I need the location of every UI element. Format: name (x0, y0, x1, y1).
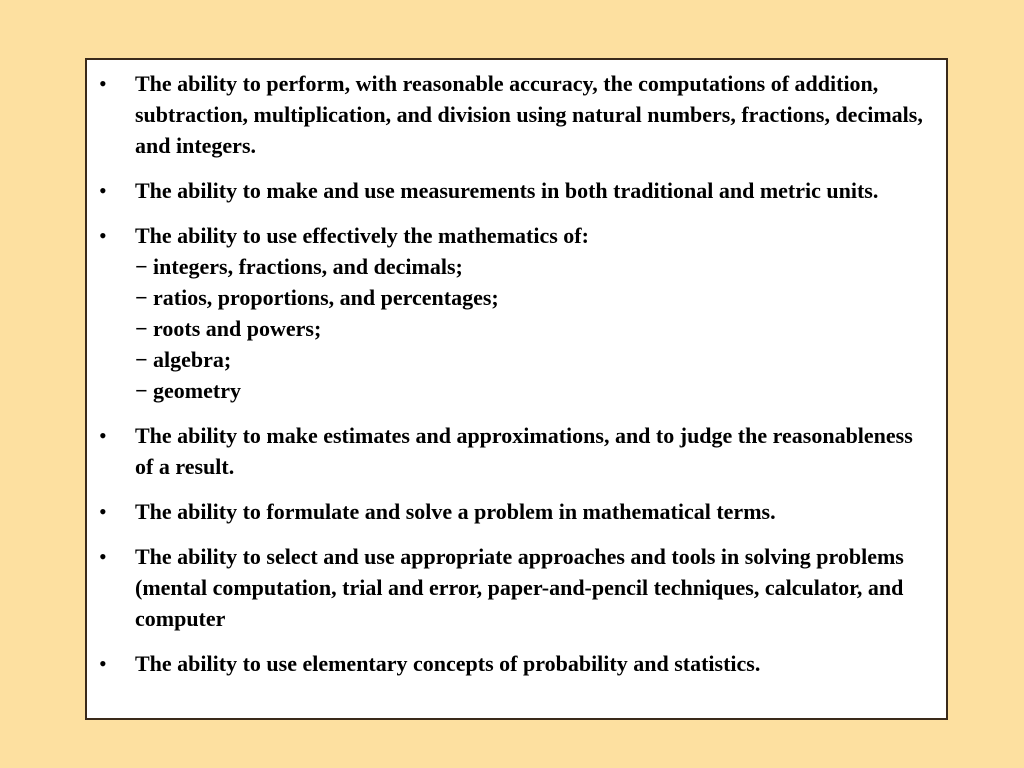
bullet-item-computations (87, 68, 946, 161)
bullet-marker: • (99, 499, 107, 524)
bullet-marker: • (99, 71, 107, 96)
bullet-item-approaches-tools (87, 541, 946, 634)
bullet-text: The ability to use elementary concepts of probability and statistics. (135, 651, 761, 676)
bullet-text: The ability to perform, with reasonable accuracy, the computations of addition, subtraction, multiplication, and division using natural numbers, fractions, decimals, and integers. (135, 71, 923, 158)
bullet-marker: • (99, 178, 107, 203)
sub-item-ratios: − ratios, proportions, and percentages; (135, 285, 499, 310)
bullet-marker: • (99, 651, 107, 676)
bullet-item-estimates (87, 420, 946, 482)
bullet-item-probability (87, 648, 946, 679)
bullet-marker: • (99, 223, 107, 248)
content-box (85, 58, 948, 720)
sub-list (135, 251, 936, 406)
sub-item-roots: − roots and powers; (135, 316, 322, 341)
bullet-item-measurements (87, 175, 946, 206)
bullet-list (87, 68, 946, 693)
sub-item-integers: − integers, fractions, and decimals; (135, 254, 463, 279)
sub-item-geometry: − geometry (135, 378, 241, 403)
bullet-item-mathematics-of (87, 220, 946, 406)
bullet-text: The ability to formulate and solve a problem in mathematical terms. (135, 499, 776, 524)
bullet-text: The ability to make and use measurements in both traditional and metric units. (135, 178, 879, 203)
sub-item-algebra: − algebra; (135, 347, 232, 372)
bullet-item-formulate (87, 496, 946, 527)
bullet-marker: • (99, 423, 107, 448)
bullet-text: The ability to make estimates and approximations, and to judge the reasonableness of a result. (135, 423, 913, 479)
bullet-marker: • (99, 544, 107, 569)
bullet-text: The ability to use effectively the mathematics of: (135, 223, 589, 248)
bullet-text: The ability to select and use appropriate approaches and tools in solving problems (mental computation, trial and error, paper-and-pencil techniques, calculator, and computer (135, 544, 904, 631)
